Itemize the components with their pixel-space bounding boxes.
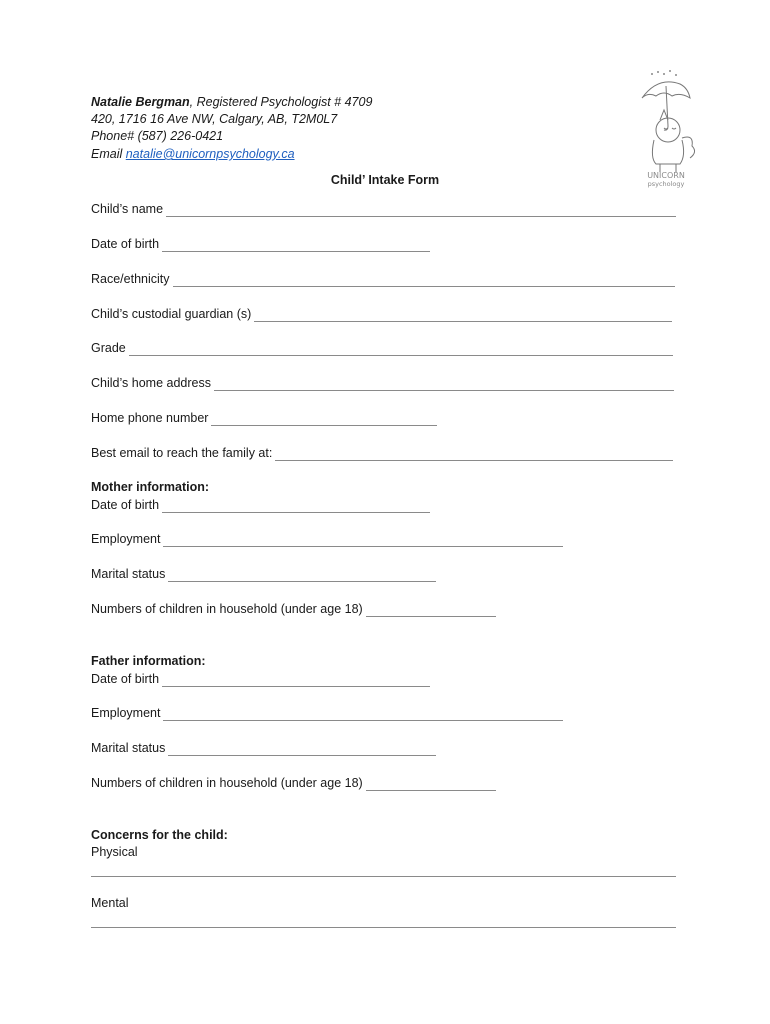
field-label: Date of birth: [91, 672, 160, 686]
field-date-of-birth: [91, 236, 430, 252]
field-label: Numbers of children in household (under age 18): [91, 776, 363, 790]
field-family-email: [91, 445, 673, 461]
field-father-dob: [91, 671, 430, 687]
field-mother-marital-status: [91, 566, 436, 582]
field-father-marital-status: [91, 740, 436, 756]
field-custodial-guardian: [91, 306, 672, 322]
childs-name-input[interactable]: [166, 205, 676, 217]
field-label: Child’s custodial guardian (s): [91, 307, 252, 321]
physical-concerns-input[interactable]: [91, 876, 676, 877]
child-dob-input[interactable]: [162, 240, 430, 252]
father-marital-status-input[interactable]: [168, 744, 436, 756]
mother-employment-input[interactable]: [163, 535, 563, 547]
field-home-phone: [91, 410, 437, 426]
mental-concerns-input[interactable]: [91, 927, 676, 928]
field-label: Marital status: [91, 741, 166, 755]
field-label: Date of birth: [91, 237, 160, 251]
field-mother-children-count: [91, 601, 496, 617]
father-information-heading: Father information:: [91, 654, 206, 668]
email-label: Email: [91, 147, 126, 161]
mother-information-heading: Mother information:: [91, 480, 210, 494]
grade-input[interactable]: [129, 344, 673, 356]
field-label: Date of birth: [91, 498, 160, 512]
unicorn-psychology-logo: [628, 68, 704, 190]
custodial-guardian-input[interactable]: [254, 310, 672, 322]
psychologist-name-line: [91, 94, 372, 111]
field-label: Home phone number: [91, 411, 209, 425]
race-ethnicity-input[interactable]: [173, 275, 675, 287]
logo-text-unicorn: UNICORN: [647, 171, 685, 180]
mother-dob-input[interactable]: [162, 501, 430, 513]
field-father-employment: [91, 705, 563, 721]
mental-label: Mental: [91, 896, 129, 910]
field-label: Best email to reach the family at:: [91, 446, 273, 460]
form-title: Child’ Intake Form: [330, 173, 440, 187]
field-label: Grade: [91, 341, 126, 355]
psychologist-credential: , Registered Psychologist # 4709: [189, 95, 373, 109]
field-label: Child’s home address: [91, 376, 211, 390]
father-children-count-input[interactable]: [366, 779, 496, 791]
family-email-input[interactable]: [275, 449, 673, 461]
physical-label: Physical: [91, 845, 138, 859]
field-grade: [91, 340, 673, 356]
office-phone: Phone# (587) 226-0421: [91, 129, 224, 143]
field-home-address: [91, 375, 674, 391]
office-email-line: [91, 146, 295, 163]
mother-children-count-input[interactable]: [366, 605, 496, 617]
home-address-input[interactable]: [214, 379, 674, 391]
psychologist-name: Natalie Bergman: [91, 95, 190, 109]
field-label: Race/ethnicity: [91, 272, 170, 286]
home-phone-input[interactable]: [211, 414, 437, 426]
field-label: Employment: [91, 532, 161, 546]
field-childs-name: [91, 201, 676, 217]
field-label: Numbers of children in household (under age 18): [91, 602, 363, 616]
field-mother-employment: [91, 531, 563, 547]
father-dob-input[interactable]: [162, 675, 430, 687]
field-race-ethnicity: [91, 271, 675, 287]
father-employment-input[interactable]: [163, 709, 563, 721]
email-link[interactable]: natalie@unicornpsychology.ca: [125, 147, 295, 161]
concerns-heading: Concerns for the child:: [91, 828, 228, 842]
field-father-children-count: [91, 775, 496, 791]
field-label: Marital status: [91, 567, 166, 581]
office-address: 420, 1716 16 Ave NW, Calgary, AB, T2M0L7: [91, 112, 338, 126]
field-mother-dob: [91, 497, 430, 513]
field-label: Employment: [91, 706, 161, 720]
field-label: Child’s name: [91, 202, 164, 216]
logo-text-psychology: psychology: [647, 180, 685, 188]
mother-marital-status-input[interactable]: [168, 570, 436, 582]
